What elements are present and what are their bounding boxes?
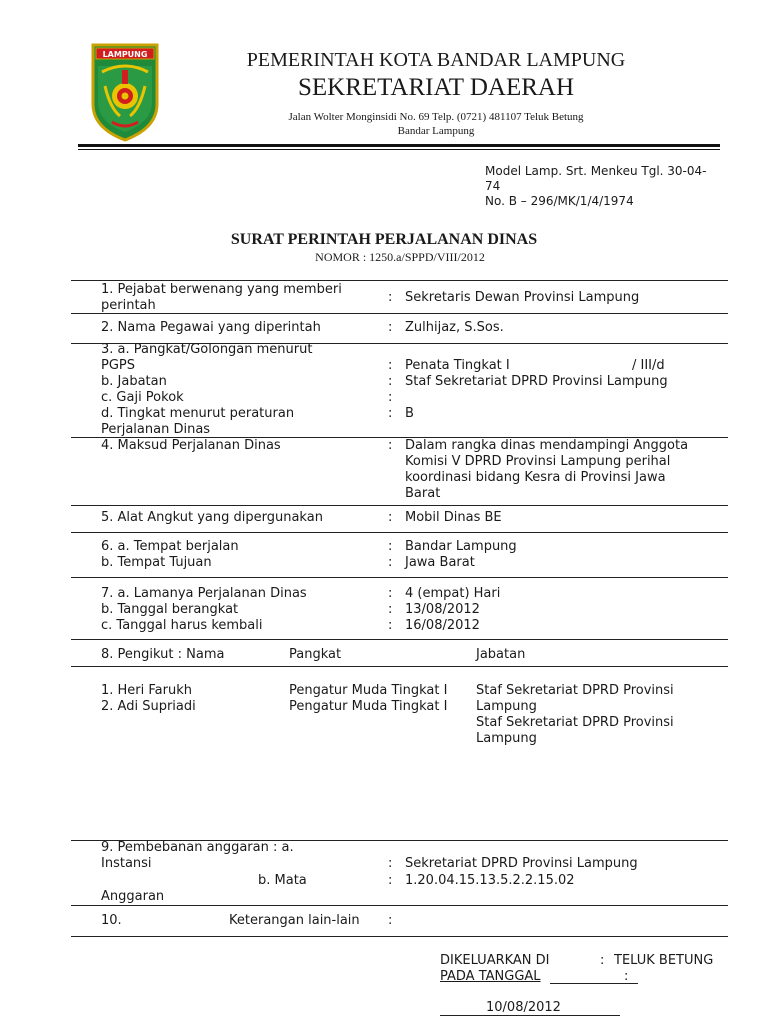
row-4-value-line-2: Komisi V DPRD Provinsi Lampung perihal (405, 454, 671, 469)
row-4-value-line-3: koordinasi bidang Kesra di Provinsi Jawa (405, 470, 666, 485)
row-divider (71, 639, 728, 640)
row-8-column-pangkat: Pangkat (289, 647, 342, 662)
row-1-value: Sekretaris Dewan Provinsi Lampung (405, 290, 640, 305)
colon: : (388, 555, 393, 570)
row-7c-value: 16/08/2012 (405, 618, 480, 633)
row-divider (71, 313, 728, 314)
row-8-label: 8. Pengikut : Nama (101, 647, 225, 662)
colon: : (388, 510, 393, 525)
dikeluarkan-value: TELUK BETUNG (614, 953, 714, 968)
follower-2-jabatan-line-1: Staf Sekretariat DPRD Provinsi (476, 715, 674, 730)
colon: : (388, 539, 393, 554)
row-6b-label: b. Tempat Tujuan (101, 555, 212, 570)
follower-1-name: 1. Heri Farukh (101, 683, 192, 698)
row-7b-value: 13/08/2012 (405, 602, 480, 617)
row-9a-value: Sekretariat DPRD Provinsi Lampung (405, 856, 638, 871)
row-5-label: 5. Alat Angkut yang dipergunakan (101, 510, 323, 525)
address-line-1: Jalan Wolter Monginsidi No. 69 Telp. (0721) 481107 Teluk Betung (288, 111, 584, 123)
colon: : (388, 602, 393, 617)
row-1-label-line-2: perintah (101, 298, 156, 313)
emblem-label: LAMPUNG (102, 50, 148, 59)
colon: : (388, 374, 393, 389)
government-name: PEMERINTAH KOTA BANDAR LAMPUNG (246, 49, 626, 71)
row-4-label: 4. Maksud Perjalanan Dinas (101, 438, 281, 453)
row-10-label: Keterangan lain-lain (229, 913, 360, 928)
colon: : (388, 586, 393, 601)
row-3d-label-line-2: Perjalanan Dinas (101, 422, 211, 437)
lampung-emblem-logo (90, 42, 160, 142)
follower-2-name: 2. Adi Supriadi (101, 699, 196, 714)
colon: : (388, 406, 393, 421)
row-10-number: 10. (101, 913, 122, 928)
row-7a-label: 7. a. Lamanya Perjalanan Dinas (101, 586, 307, 601)
colon: : (388, 873, 393, 888)
model-ref-line-3: No. B – 296/MK/1/4/1974 (485, 194, 634, 208)
colon: : (388, 856, 393, 871)
row-6a-value: Bandar Lampung (405, 539, 517, 554)
letterhead-divider-thin (78, 149, 720, 150)
row-3c-label: c. Gaji Pokok (101, 390, 184, 405)
row-8-column-jabatan: Jabatan (476, 647, 526, 662)
row-divider (71, 280, 728, 281)
row-9-label-line-1: 9. Pembebanan anggaran : a. (101, 840, 294, 855)
row-2-value: Zulhijaz, S.Sos. (405, 320, 504, 335)
follower-2-jabatan-line-2: Lampung (476, 731, 537, 746)
row-4-value-line-4: Barat (405, 486, 441, 501)
row-7c-label: c. Tanggal harus kembali (101, 618, 263, 633)
follower-1-pangkat: Pengatur Muda Tingkat I (289, 683, 448, 698)
follower-1-jabatan-line-1: Staf Sekretariat DPRD Provinsi (476, 683, 674, 698)
follower-2-pangkat: Pengatur Muda Tingkat I (289, 699, 448, 714)
row-9-label-line-2: Instansi (101, 856, 152, 871)
row-3b-label: b. Jabatan (101, 374, 167, 389)
row-3b-value: Staf Sekretariat DPRD Provinsi Lampung (405, 374, 668, 389)
row-5-value: Mobil Dinas BE (405, 510, 502, 525)
row-9-label-line-3: b. Mata (258, 873, 307, 888)
row-9-label-line-4: Anggaran (101, 889, 165, 904)
row-7a-value: 4 (empat) Hari (405, 586, 501, 601)
row-divider (71, 936, 728, 937)
row-3d-value: B (405, 406, 414, 421)
row-divider (71, 905, 728, 906)
row-2-label: 2. Nama Pegawai yang diperintah (101, 320, 321, 335)
colon: : (388, 913, 393, 928)
model-ref-line-1: Model Lamp. Srt. Menkeu Tgl. 30-04- (485, 164, 707, 178)
model-ref-line-2: 74 (485, 179, 501, 193)
row-3a-value-pangkat: Penata Tingkat I (405, 358, 510, 373)
colon: : (388, 290, 393, 305)
follower-1-jabatan-line-2: Lampung (476, 699, 537, 714)
row-3a-value-golongan: / III/d (632, 358, 665, 373)
office-name: SEKRETARIAT DAERAH (297, 74, 574, 101)
row-4-value-line-1: Dalam rangka dinas mendampingi Anggota (405, 438, 689, 453)
row-6b-value: Jawa Barat (405, 555, 475, 570)
tanggal-value: 10/08/2012 (486, 1000, 561, 1015)
row-9b-value: 1.20.04.15.13.5.2.2.15.02 (405, 873, 575, 888)
row-divider (71, 666, 728, 667)
colon: : (624, 969, 629, 984)
row-3d-label-line-1: d. Tingkat menurut peraturan (101, 406, 295, 421)
colon: : (600, 953, 605, 968)
dikeluarkan-label: DIKELUARKAN DI (440, 953, 550, 968)
colon: : (388, 618, 393, 633)
letterhead-divider-thick (78, 144, 720, 147)
colon: : (388, 390, 393, 405)
colon: : (388, 438, 393, 453)
colon: : (388, 358, 393, 373)
row-divider (71, 532, 728, 533)
row-1-label-line-1: 1. Pejabat berwenang yang memberi (101, 282, 342, 297)
document-number: NOMOR : 1250.a/SPPD/VIII/2012 (315, 250, 485, 264)
tanggal-label: PADA TANGGAL (440, 969, 541, 984)
colon: : (388, 320, 393, 335)
row-6a-label: 6. a. Tempat berjalan (101, 539, 239, 554)
row-7b-label: b. Tanggal berangkat (101, 602, 239, 617)
row-divider (71, 505, 728, 506)
row-divider (71, 577, 728, 578)
address-line-2: Bandar Lampung (397, 125, 475, 137)
document-title: SURAT PERINTAH PERJALANAN DINAS (230, 231, 538, 248)
row-3a-label-line-2: PGPS (101, 358, 136, 373)
row-3a-label-line-1: 3. a. Pangkat/Golongan menurut (101, 342, 313, 357)
